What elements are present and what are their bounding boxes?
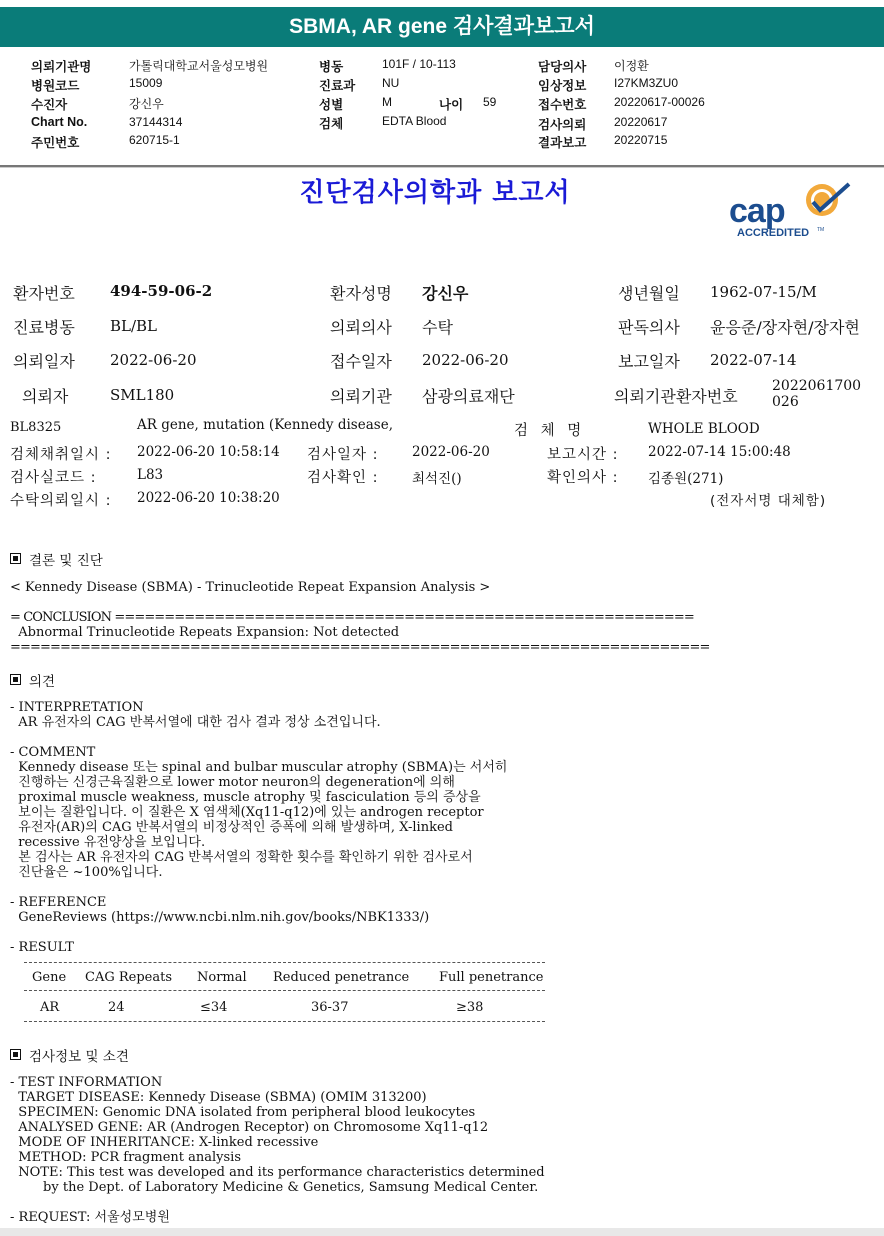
test-info-line: SPECIMEN: Genomic DNA isolated from peripheral blood leukocytes [10,1105,476,1120]
test-info-line: METHOD: PCR fragment analysis [10,1150,242,1165]
comment-line: 보이는 질환입니다. 이 질환은 X 염색체(Xq11-q12)에 있는 androgen receptor [10,805,484,820]
header-label: 검사의뢰 [538,118,587,132]
header-value: 이정환 [614,59,649,73]
patient-label: 의뢰기관환자번호 [614,387,738,406]
test-code: BL8325 [10,420,62,435]
cap-logo-tm: TM [817,227,825,233]
interpretation-text: AR 유전자의 CAG 반복서열에 대한 검사 결과 정상 소견입니다. [10,715,381,730]
header-value: 101F / 10-113 [382,57,456,71]
header-label: 의뢰기관명 [31,60,92,74]
header-value: 37144314 [129,115,183,129]
test-info-line: by the Dept. of Laboratory Medicine & Genetics, Samsung Medical Center. [10,1180,539,1195]
collect-value: 2022-06-20 10:58:14 [137,444,280,460]
cap-logo-sub: ACCREDITED [737,227,810,239]
esign-note: (전자서명 대체함) [710,493,827,509]
header-label: 접수번호 [538,98,587,112]
header-label: 병동 [319,60,344,74]
testdate-label: 검사일자 : [307,447,379,463]
test-info-line: MODE OF INHERITANCE: X-linked recessive [10,1135,319,1150]
section-conclusion-heading [10,549,103,569]
patient-label: 판독의사 [618,318,680,337]
testdate-value: 2022-06-20 [412,444,490,460]
section-info-heading [10,1045,129,1065]
reporttime-label: 보고시간 : [547,447,619,463]
patient-label: 의뢰의사 [330,318,392,337]
table-header: Full penetrance [439,970,544,985]
header-value: 20220617-00026 [614,95,705,109]
header-value: 59 [483,95,497,109]
header-label: 진료과 [319,79,356,93]
header-label: 나이 [439,98,464,112]
patient-label: 생년월일 [618,284,680,303]
header-value: 강신우 [129,97,164,111]
patient-label: 환자성명 [330,284,392,303]
table-header: Gene [32,970,67,985]
header-value: 15009 [129,76,163,90]
header-value: 가톨릭대학교서울성모병원 [129,59,269,73]
test-info-line: TARGET DISEASE: Kennedy Disease (SBMA) (OMIM 313200) [10,1090,427,1105]
patient-label: 의뢰기관 [330,387,392,406]
reference-heading: - REFERENCE [10,895,107,910]
collect-label: 검체채취일시 : [10,447,112,463]
comment-line: 본 검사는 AR 유전자의 CAG 반복서열의 정확한 횟수를 확인하기 위한 검사로서 [10,850,473,865]
patient-value: 2022-07-14 [710,351,797,369]
report-title: 진단검사의학과 보고서 [299,178,571,208]
patient-value: BL/BL [110,317,158,335]
table-header: Normal [197,970,247,985]
request-line: - REQUEST: 서울성모병원 [10,1210,170,1225]
request-label: 수탁의뢰일시 : [10,493,112,509]
report-banner: SBMA, AR gene 검사결과보고서 [0,7,884,47]
confirm-value: 최석진() [412,471,462,487]
patient-label: 의뢰자 [22,387,69,406]
table-cell: 24 [108,1000,125,1015]
interpretation-heading: - INTERPRETATION [10,700,144,715]
cap-logo-text: cap [729,192,785,230]
request-value: 2022-06-20 10:38:20 [137,490,280,506]
patient-label: 진료병동 [13,318,75,337]
table-header: CAG Repeats [85,970,172,985]
section-box-icon [10,674,21,685]
header-label: 병원코드 [31,79,80,93]
table-cell: 36-37 [311,1000,349,1015]
header-value: M [382,95,392,109]
lab-value: L83 [137,467,164,483]
test-info-line: ANALYSED GENE: AR (Androgen Receptor) on Chromosome Xq11-q12 [10,1120,489,1135]
table-rule [24,1021,545,1022]
header-label: 담당의사 [538,60,587,74]
header-label: Chart No. [31,115,88,129]
doctor-label: 확인의사 : [547,470,619,486]
section-box-icon [10,553,21,564]
patient-value: 494-59-06-2 [110,282,213,300]
doctor-value: 김종원(271) [648,471,724,487]
comment-line: recessive 유전양상을 보입니다. [10,835,206,850]
patient-label: 보고일자 [618,352,680,371]
header-value: 20220617 [614,115,668,129]
table-rule [24,962,545,963]
patient-value: 윤응준/장자현/장자현 [710,318,860,337]
confirm-label: 검사확인 : [307,470,379,486]
table-rule [24,990,545,991]
patient-value: 2022-06-20 [110,351,197,369]
test-info-heading: - TEST INFORMATION [10,1075,163,1090]
conclusion-text: Abnormal Trinucleotide Repeats Expansion: Not detected [10,625,400,640]
section-title: 검사정보 및 소견 [29,1049,129,1065]
table-cell: ≤34 [200,1000,228,1015]
comment-line: 유전자(AR)의 CAG 반복서열의 비정상적인 증폭에 의해 발생하며, X-linked [10,820,453,835]
lab-label: 검사실코드 : [10,470,97,486]
comment-line: 진행하는 신경근육질환으로 lower motor neuron의 degeneration에 의해 [10,775,455,790]
header-value: 620715-1 [129,133,180,147]
comment-line: Kennedy disease 또는 spinal and bulbar muscular atrophy (SBMA)는 서서히 [10,760,508,775]
analysis-title: < Kennedy Disease (SBMA) - Trinucleotide Repeat Expansion Analysis > [10,580,491,595]
bottom-bar [0,1228,884,1236]
header-value: I27KM3ZU0 [614,76,679,90]
comment-heading: - COMMENT [10,745,96,760]
patient-value: 2022061700026 [772,378,862,410]
patient-label: 의뢰일자 [13,352,75,371]
test-info-line: NOTE: This test was developed and its performance characteristics determined [10,1165,545,1180]
comment-line: 진단율은 ~100%입니다. [10,865,163,880]
reporttime-value: 2022-07-14 15:00:48 [648,444,791,460]
reference-text: GeneReviews (https://www.ncbi.nlm.nih.gov/books/NBK1333/) [10,910,430,925]
patient-label: 접수일자 [330,352,392,371]
conclusion-rule-end: ====================================================================== [10,640,710,655]
header-value: 20220715 [614,133,668,147]
section-title: 결론 및 진단 [29,553,103,569]
patient-value: 1962-07-15/M [710,283,817,301]
conclusion-rule: = CONCLUSION ========================================================== [10,610,694,625]
result-heading: - RESULT [10,940,74,955]
header-label: 성별 [319,98,344,112]
header-label: 임상정보 [538,79,587,93]
comment-line: proximal muscle weakness, muscle atrophy 및 fasciculation 등의 증상을 [10,790,481,805]
section-box-icon [10,1049,21,1060]
header-label: 결과보고 [538,136,587,150]
specimen-label: 검 체 명 [514,423,583,439]
table-cell: ≥38 [456,1000,484,1015]
table-cell: AR [40,1000,60,1015]
patient-value: 2022-06-20 [422,351,509,369]
header-label: 검체 [319,117,344,131]
header-value: EDTA Blood [382,114,447,128]
header-label: 수진자 [31,98,68,112]
header-divider [0,167,884,168]
section-title: 의견 [29,674,56,690]
header-value: NU [382,76,400,90]
patient-name: 강신우 [422,284,469,303]
table-header: Reduced penetrance [273,970,410,985]
section-opinion-heading [10,670,55,690]
patient-value: 수탁 [422,318,453,337]
patient-value: SML180 [110,386,175,404]
header-info [0,50,884,165]
cap-accredited-logo [727,180,857,240]
specimen-value: WHOLE BLOOD [648,421,760,437]
header-label: 주민번호 [31,136,80,150]
patient-label: 환자번호 [13,284,75,303]
test-name: AR gene, mutation (Kennedy disease, [137,417,393,433]
patient-value: 삼광의료재단 [422,387,515,406]
